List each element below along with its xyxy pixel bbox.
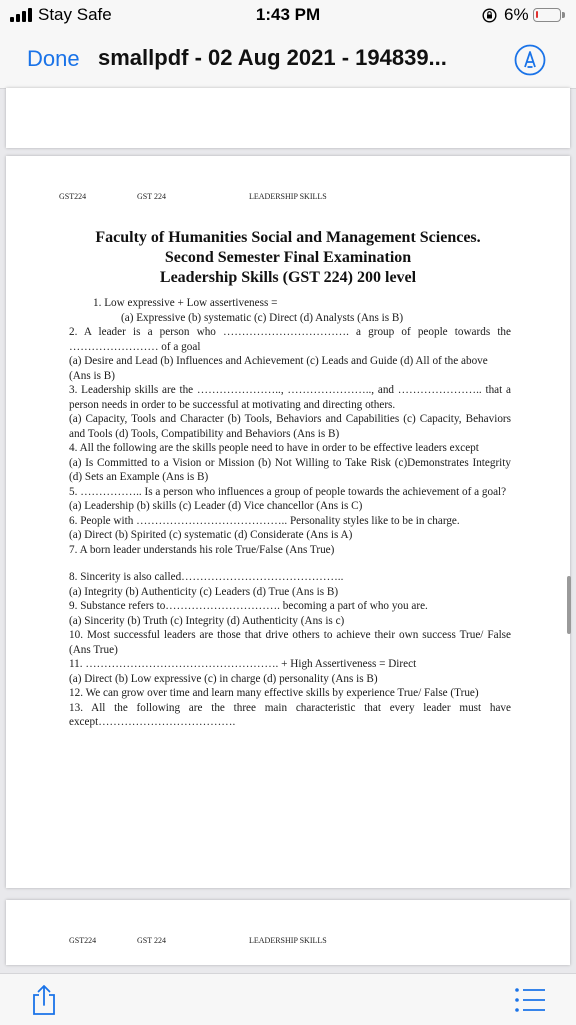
battery-icon bbox=[533, 8, 561, 22]
question-13: 13. All the following are the three main characteristic that every leader must have except………………………………. bbox=[69, 701, 511, 728]
header-subject: LEADERSHIP SKILLS bbox=[249, 192, 327, 201]
question-6: 6. People with ………………………………….. Personality styles like to be in charge. bbox=[69, 514, 460, 527]
orientation-lock-icon bbox=[482, 8, 497, 23]
answer-options-8: (a) Integrity (b) Authenticity (c) Leaders (d) True (Ans is B) bbox=[69, 585, 339, 598]
question-1: 1. Low expressive + Low assertiveness = bbox=[93, 297, 278, 309]
list-icon[interactable] bbox=[514, 987, 546, 1013]
answer-options-6: (a) Direct (b) Spirited (c) systematic (d) Considerate (Ans is A) bbox=[69, 529, 353, 541]
clock: 1:43 PM bbox=[255, 5, 321, 24]
heading-course: Leadership Skills (GST 224) 200 level bbox=[159, 269, 417, 286]
header-code: GST224 bbox=[59, 192, 87, 201]
answer-options-5: (a) Leadership (b) skills (c) Leader (d) Vice chancellor (Ans is C) bbox=[69, 500, 363, 512]
question-9: 9. Substance refers to…………………………. becoming a part of who you are. bbox=[69, 600, 428, 612]
pdf-page-next bbox=[6, 900, 570, 965]
question-5: 5. …………….. Is a person who influences a group of people towards the achievement of a goal? bbox=[69, 485, 507, 498]
heading-exam: Second Semester Final Examination bbox=[164, 249, 412, 266]
answer-options-1: (a) Expressive (b) systematic (c) Direct (d) Analysts (Ans is B) bbox=[121, 311, 404, 324]
bottom-toolbar bbox=[0, 973, 576, 1025]
markup-pen-icon[interactable] bbox=[514, 44, 546, 76]
pdf-page-previous bbox=[6, 88, 570, 148]
done-button[interactable]: Done bbox=[27, 46, 80, 71]
header-code: GST224 bbox=[69, 936, 97, 945]
answer-options-2: (a) Desire and Lead (b) Influences and Achievement (c) Leads and Guide (d) All of the above (Ans is B) bbox=[69, 355, 488, 382]
header-subject: LEADERSHIP SKILLS bbox=[249, 936, 327, 945]
answer-options-3: (a) Capacity, Tools and Character (b) Tools, Behaviors and Capabilities (c) Capacity, Behaviors and Tools (d) Tools, Compatibility and Behaviors (Ans is B) bbox=[69, 413, 511, 440]
question-7: 7. A born leader understands his role True/False (Ans True) bbox=[69, 543, 335, 556]
answer-options-9: (a) Sincerity (b) Truth (c) Integrity (d) Authenticity (Ans is c) bbox=[69, 614, 345, 627]
page-heading bbox=[6, 228, 570, 288]
share-icon[interactable] bbox=[31, 984, 57, 1016]
heading-faculty: Faculty of Humanities Social and Management Sciences. bbox=[95, 229, 481, 246]
question-8: 8. Sincerity is also called…………………………………….. bbox=[69, 571, 344, 583]
header-code-alt: GST 224 bbox=[137, 936, 166, 945]
document-title: smallpdf - 02 Aug 2021 - 194839... bbox=[98, 45, 447, 70]
question-11: 11. ……………………………………………. + High Assertiveness = Direct bbox=[69, 658, 417, 670]
battery-percent: 6% bbox=[504, 5, 529, 24]
question-12: 12. We can grow over time and learn many effective skills by experience True/ False (True) bbox=[69, 687, 479, 699]
navigation-bar bbox=[0, 32, 576, 89]
question-4: 4. All the following are the skills people need to have in order to be effective leaders except bbox=[69, 442, 479, 454]
pdf-page bbox=[6, 156, 570, 888]
header-code-alt: GST 224 bbox=[137, 192, 166, 201]
answer-options-11: (a) Direct (b) Low expressive (c) in charge (d) personality (Ans is B) bbox=[69, 672, 378, 685]
question-2: 2. A leader is a person who ……………………………. a group of people towards the …………………… of a goal bbox=[69, 326, 511, 353]
status-bar bbox=[0, 0, 576, 32]
answer-options-4: (a) Is Committed to a Vision or Mission (b) Not Willing to Take Risk (c)Demonstrates Integrity (d) Sets an Example (Ans is B) bbox=[69, 456, 511, 483]
exam-questions bbox=[69, 296, 511, 730]
question-10: 10. Most successful leaders are those that drive others to achieve their own success True/ False (Ans True) bbox=[69, 629, 511, 656]
scroll-indicator[interactable] bbox=[567, 576, 571, 634]
carrier-label: Stay Safe bbox=[38, 5, 112, 24]
question-3: 3. Leadership skills are the ………………….., ………………….., and ………………….. that a person needs in order to be successful at motivating and directing others. bbox=[69, 384, 511, 411]
